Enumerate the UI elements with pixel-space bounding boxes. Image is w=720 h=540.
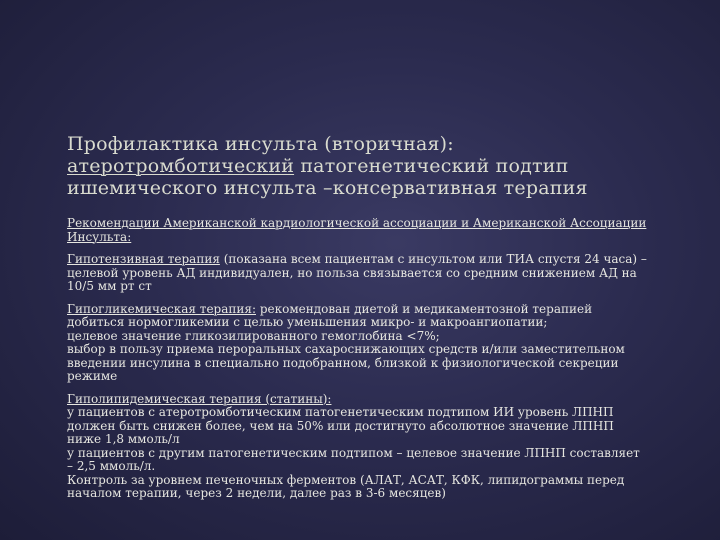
- recommendations-heading: Рекомендации Американской кардиологической ассоциации и Американской Ассоциации Инсульта:: [67, 216, 647, 244]
- hypotensive-text: (показана всем пациентам с инсультом или ТИА спустя 24 часа) – целевой уровень АД индивидуален, но польза связывается со средним снижением АД на 10/5 мм рт ст: [67, 252, 647, 293]
- hypoglycemic-text: рекомендован диетой и медикаментозной терапией добиться нормогликемии с целью уменьшения микро- и макроангиопатии;: [67, 301, 593, 329]
- title-line-1: Профилактика инсульта (вторичная):: [67, 133, 454, 155]
- title-line-2: [67, 155, 667, 177]
- title-underlined-term: атеротромботический: [67, 155, 295, 177]
- hypolipidemic-line-3: Контроль за уровнем печеночных ферментов (АЛАТ, АСАТ, КФК, липидограммы перед началом терапии, через 2 недели, далее раз в 3-6 месяцев): [67, 472, 625, 500]
- hypotensive-block: [67, 253, 647, 294]
- title-line-2-rest: патогенетический подтип: [294, 155, 569, 177]
- hypoglycemic-target: целевое значение гликозилированного гемоглобина <7%;: [67, 328, 440, 343]
- hypoglycemic-block: [67, 303, 647, 384]
- slide-title: [67, 133, 667, 199]
- slide-body: [67, 217, 647, 510]
- hypolipidemic-heading: Гиполипидемическая терапия (статины):: [67, 391, 332, 406]
- hypoglycemic-heading: Гипогликемическая терапия:: [67, 301, 256, 316]
- hypolipidemic-line-2: у пациентов с другим патогенетическим подтипом – целевое значение ЛПНП составляет – 2,5 ммоль/л.: [67, 445, 640, 473]
- title-line-3: ишемического инсульта –консервативная терапия: [67, 177, 588, 199]
- recommendations-block: [67, 217, 647, 244]
- hypoglycemic-choice: выбор в пользу приема пероральных сахароснижающих средств и/или заместительном введении инсулина в специально подобранном, близкой к физиологической секреции режиме: [67, 342, 625, 383]
- hypolipidemic-block: [67, 393, 647, 501]
- hypolipidemic-line-1: у пациентов с атеротромботическим патогенетическим подтипом ИИ уровень ЛПНП должен быть снижен более, чем на 50% или достигнуто абсолютное значение ЛПНП ниже 1,8 ммоль/л: [67, 405, 614, 446]
- hypotensive-heading: Гипотензивная терапия: [67, 252, 220, 266]
